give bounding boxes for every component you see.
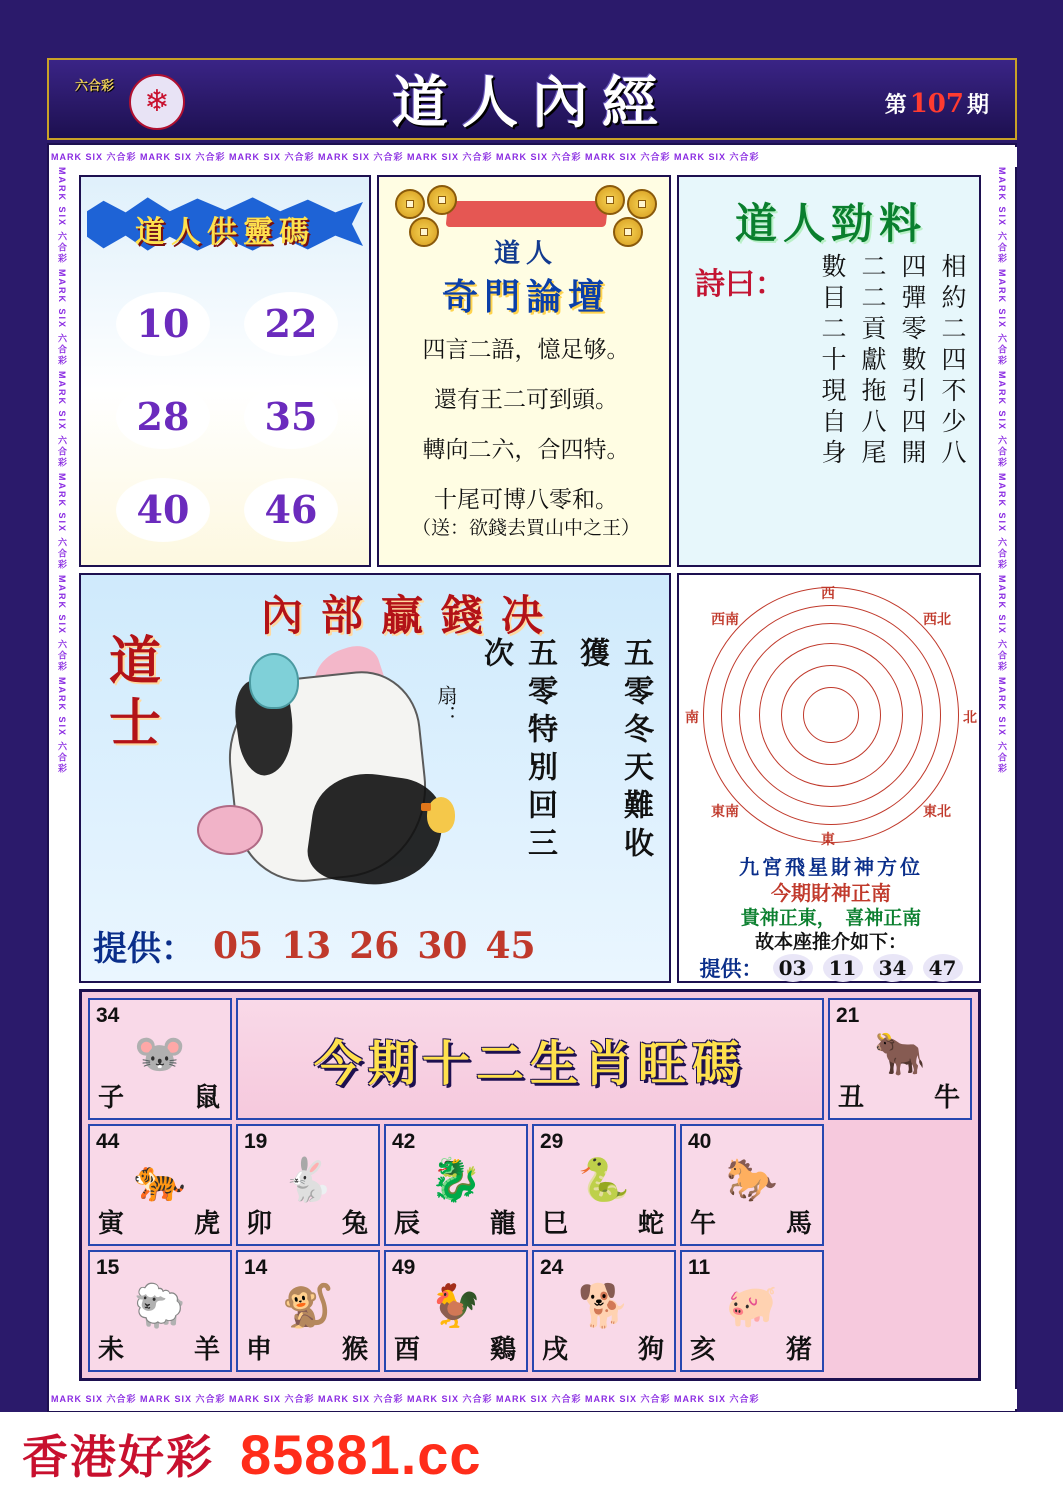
tip-column: 五零冬天難收獲 bbox=[574, 637, 653, 865]
zodiac-cell-ox bbox=[828, 998, 972, 1120]
marquee-left-text: MARK SIX 六合彩 MARK SIX 六合彩 MARK SIX 六合彩 MARK SIX 六合彩 MARK SIX 六合彩 MARK SIX 六合彩 bbox=[57, 167, 67, 775]
zodiac-branch: 亥 bbox=[690, 1335, 717, 1365]
verse-line: 轉向二六，合四特。 bbox=[422, 437, 630, 463]
zodiac-banner-text: 今期十二生肖旺碼 bbox=[313, 1035, 746, 1092]
zodiac-cell-snake bbox=[532, 1124, 676, 1246]
ribbon-shape bbox=[446, 201, 609, 227]
page-title: 道人內經 bbox=[392, 70, 672, 136]
snake-icon: 🐍 bbox=[577, 1156, 631, 1204]
zodiac-cell-rabbit bbox=[236, 1124, 380, 1246]
zodiac-cell-pig bbox=[680, 1250, 824, 1372]
zodiac-animal: 龍 bbox=[489, 1209, 516, 1239]
zodiac-animal: 猴 bbox=[341, 1335, 368, 1365]
dog-icon: 🐕 bbox=[577, 1282, 631, 1330]
zodiac-animal: 兔 bbox=[341, 1209, 368, 1239]
compass-caption-2: 今期財神正南 bbox=[771, 881, 891, 905]
lucky-ball bbox=[227, 464, 355, 557]
zodiac-number: 29 bbox=[540, 1130, 564, 1153]
panel-lucky-numbers bbox=[79, 175, 371, 567]
zodiac-animal: 牛 bbox=[933, 1083, 960, 1113]
marquee-top: MARK SIX 六合彩 MARK SIX 六合彩 MARK SIX 六合彩 MARK SIX 六合彩 MARK SIX 六合彩 MARK SIX 六合彩 MARK SIX 六合彩 MARK SIX 六合彩 bbox=[51, 147, 1017, 167]
rooster-icon: 🐓 bbox=[429, 1282, 483, 1330]
lucky-ball bbox=[99, 464, 227, 557]
poem-column: 相約二四不少八 bbox=[938, 253, 967, 470]
monkey-icon: 🐒 bbox=[281, 1282, 335, 1330]
zodiac-branch: 子 bbox=[98, 1083, 125, 1113]
lucky-ball-value: 35 bbox=[245, 386, 337, 448]
zodiac-cell-rat bbox=[88, 998, 232, 1120]
zodiac-number: 19 bbox=[244, 1130, 268, 1153]
zodiac-branch: 巳 bbox=[542, 1209, 569, 1239]
verse-line: 十尾可博八零和。 bbox=[434, 487, 618, 513]
zodiac-cell-tiger bbox=[88, 1124, 232, 1246]
panel-d-title: 內部贏錢决 bbox=[260, 591, 561, 640]
poem-column: 二二貢獻拖八尾 bbox=[858, 253, 887, 470]
inner-content bbox=[75, 169, 989, 1389]
zodiac-animal: 虎 bbox=[193, 1209, 220, 1239]
lucky-ball-value: 22 bbox=[245, 293, 337, 355]
horse-icon: 🐎 bbox=[725, 1156, 779, 1204]
zodiac-animal: 蛇 bbox=[637, 1209, 664, 1239]
zodiac-animal: 羊 bbox=[193, 1335, 220, 1365]
panel-a-title-band bbox=[87, 187, 363, 263]
panel-d-columns bbox=[473, 637, 657, 903]
issue-suffix: 期 bbox=[966, 92, 989, 118]
provide-label: 提供： bbox=[699, 956, 763, 981]
zodiac-branch: 申 bbox=[246, 1335, 273, 1365]
logo-label: 六合彩 bbox=[75, 79, 115, 94]
zodiac-branch: 酉 bbox=[394, 1335, 421, 1365]
zodiac-number: 34 bbox=[96, 1004, 120, 1027]
lucky-ball bbox=[99, 277, 227, 370]
panel-strong-material bbox=[677, 175, 981, 567]
flying-star-compass bbox=[685, 586, 977, 848]
compass-direction-west: 西 bbox=[821, 586, 835, 602]
panel-b-note: （送：欲錢去買山中之王） bbox=[411, 517, 640, 539]
poster-header bbox=[47, 58, 1017, 140]
marquee-right-text: MARK SIX 六合彩 MARK SIX 六合彩 MARK SIX 六合彩 MARK SIX 六合彩 MARK SIX 六合彩 MARK SIX 六合彩 bbox=[997, 167, 1007, 775]
zodiac-branch: 戌 bbox=[542, 1335, 569, 1365]
zodiac-number: 21 bbox=[836, 1004, 860, 1027]
zodiac-cell-dragon bbox=[384, 1124, 528, 1246]
hat-shape bbox=[197, 805, 263, 855]
lucky-ball bbox=[227, 277, 355, 370]
zodiac-branch: 卯 bbox=[246, 1209, 273, 1239]
zodiac-branch: 未 bbox=[98, 1335, 125, 1365]
zodiac-animal: 狗 bbox=[637, 1335, 664, 1365]
zodiac-banner bbox=[236, 998, 824, 1120]
zodiac-number: 49 bbox=[392, 1256, 416, 1279]
panel-a-title: 道人供靈碼 bbox=[135, 215, 315, 250]
zodiac-branch: 午 bbox=[690, 1209, 717, 1239]
tip-column: 五零特別回三次 bbox=[478, 637, 557, 865]
head-shape bbox=[249, 653, 299, 709]
chicken-icon bbox=[427, 797, 455, 833]
compass-caption-1: 九宮飛星財神方位 bbox=[739, 855, 923, 879]
zodiac-number: 40 bbox=[688, 1130, 712, 1153]
provide-number: 34 bbox=[873, 954, 913, 982]
panel-b-verse bbox=[389, 325, 663, 525]
provide-number: 26 bbox=[349, 924, 400, 967]
panel-d-side-title: 道士 bbox=[108, 631, 161, 754]
zodiac-number: 15 bbox=[96, 1256, 120, 1279]
lucky-ball-value: 28 bbox=[117, 386, 209, 448]
zodiac-cell-horse bbox=[680, 1124, 824, 1246]
zodiac-branch: 丑 bbox=[838, 1083, 865, 1113]
coin-icon bbox=[595, 185, 625, 215]
compass-direction-southwest: 西南 bbox=[711, 612, 739, 628]
panel-b-subtitle: 道人 bbox=[493, 239, 558, 269]
zodiac-animal: 鼠 bbox=[193, 1083, 220, 1113]
compass-direction-northwest: 西北 bbox=[923, 612, 951, 628]
marquee-left bbox=[51, 167, 73, 1391]
provide-number: 11 bbox=[823, 954, 863, 982]
compass-direction-east: 東 bbox=[821, 832, 835, 848]
provide-label: 提供： bbox=[93, 929, 195, 969]
footer-site: 85881.cc bbox=[240, 1422, 482, 1486]
goat-icon: 🐑 bbox=[133, 1282, 187, 1330]
compass-direction-south: 南 bbox=[685, 710, 699, 726]
compass-direction-north: 北 bbox=[963, 710, 977, 726]
zodiac-number: 14 bbox=[244, 1256, 268, 1279]
compass-ring bbox=[803, 687, 859, 743]
zodiac-branch: 寅 bbox=[98, 1209, 125, 1239]
pig-icon: 🐖 bbox=[725, 1282, 779, 1330]
zodiac-cell-monkey bbox=[236, 1250, 380, 1372]
zodiac-cell-dog bbox=[532, 1250, 676, 1372]
coin-icon bbox=[427, 185, 457, 215]
panel-c-title: 道人勁料 bbox=[734, 199, 927, 248]
lucky-ball-value: 10 bbox=[117, 293, 209, 355]
zodiac-branch: 辰 bbox=[394, 1209, 421, 1239]
compass-caption-3: 貴神正東， 喜神正南 bbox=[740, 907, 922, 929]
lucky-ball-value: 46 bbox=[245, 479, 337, 541]
panel-compass bbox=[677, 573, 981, 983]
lucky-ball bbox=[227, 370, 355, 463]
zodiac-animal: 鷄 bbox=[489, 1335, 516, 1365]
zodiac-animal: 馬 bbox=[785, 1209, 812, 1239]
compass-direction-southeast: 東南 bbox=[711, 804, 739, 820]
ox-icon: 🐂 bbox=[873, 1030, 927, 1078]
zodiac-number: 44 bbox=[96, 1130, 120, 1153]
rabbit-icon: 🐇 bbox=[281, 1156, 335, 1204]
panel-d-provide bbox=[93, 921, 663, 970]
panel-inside-tips bbox=[79, 573, 671, 983]
zodiac-number: 11 bbox=[688, 1256, 711, 1279]
provide-number: 30 bbox=[417, 924, 468, 967]
marquee-bottom: MARK SIX 六合彩 MARK SIX 六合彩 MARK SIX 六合彩 MARK SIX 六合彩 MARK SIX 六合彩 MARK SIX 六合彩 MARK SIX 六合彩 MARK SIX 六合彩 bbox=[51, 1389, 1017, 1409]
lucky-ball-value: 40 bbox=[117, 479, 209, 541]
provide-number: 47 bbox=[923, 954, 963, 982]
panel-c-poem bbox=[699, 253, 969, 553]
coin-icon bbox=[627, 189, 657, 219]
verse-line: 四言二語，憶足够。 bbox=[422, 337, 630, 363]
footer-brand: 香港好彩 bbox=[22, 1430, 214, 1484]
panel-d-fan-label: 扇： bbox=[434, 685, 458, 725]
panel-forum-verse bbox=[377, 175, 671, 567]
provide-number: 05 bbox=[213, 924, 264, 967]
dragon-icon: 🐉 bbox=[429, 1156, 483, 1204]
issue-prefix: 第 bbox=[884, 92, 907, 118]
zodiac-cell-rooster bbox=[384, 1250, 528, 1372]
zodiac-number: 42 bbox=[392, 1130, 416, 1153]
rat-icon: 🐭 bbox=[133, 1030, 187, 1078]
marquee-right bbox=[991, 167, 1013, 1391]
panel-e-provide bbox=[679, 953, 983, 983]
compass-direction-northeast: 東北 bbox=[923, 804, 951, 820]
taoist-illustration bbox=[191, 645, 491, 905]
zodiac-grid bbox=[79, 989, 981, 1381]
provide-number: 45 bbox=[485, 924, 536, 967]
bauhinia-flower-icon: ❄ bbox=[129, 74, 185, 130]
provide-number: 03 bbox=[773, 954, 813, 982]
poem-column: 四彈零數引四開 bbox=[898, 253, 927, 470]
issue-badge bbox=[885, 88, 989, 119]
compass-caption-4: 故本座推介如下： bbox=[754, 931, 907, 953]
verse-line: 還有王二可到頭。 bbox=[434, 387, 618, 413]
panel-b-title: 奇門論壇 bbox=[441, 276, 610, 318]
poem-column: 數目二十現自身 bbox=[818, 253, 847, 470]
coin-icon bbox=[395, 189, 425, 219]
provide-number: 13 bbox=[281, 924, 332, 967]
page-footer bbox=[0, 1412, 1063, 1496]
lucky-number-grid bbox=[99, 277, 355, 557]
panel-c-label: 詩曰： bbox=[695, 267, 785, 302]
tiger-icon: 🐅 bbox=[133, 1156, 187, 1204]
zodiac-number: 24 bbox=[540, 1256, 564, 1279]
zodiac-animal: 猪 bbox=[785, 1335, 812, 1365]
lucky-ball bbox=[99, 370, 227, 463]
zodiac-cell-goat bbox=[88, 1250, 232, 1372]
content-frame bbox=[47, 143, 1017, 1413]
issue-number: 107 bbox=[909, 89, 964, 119]
